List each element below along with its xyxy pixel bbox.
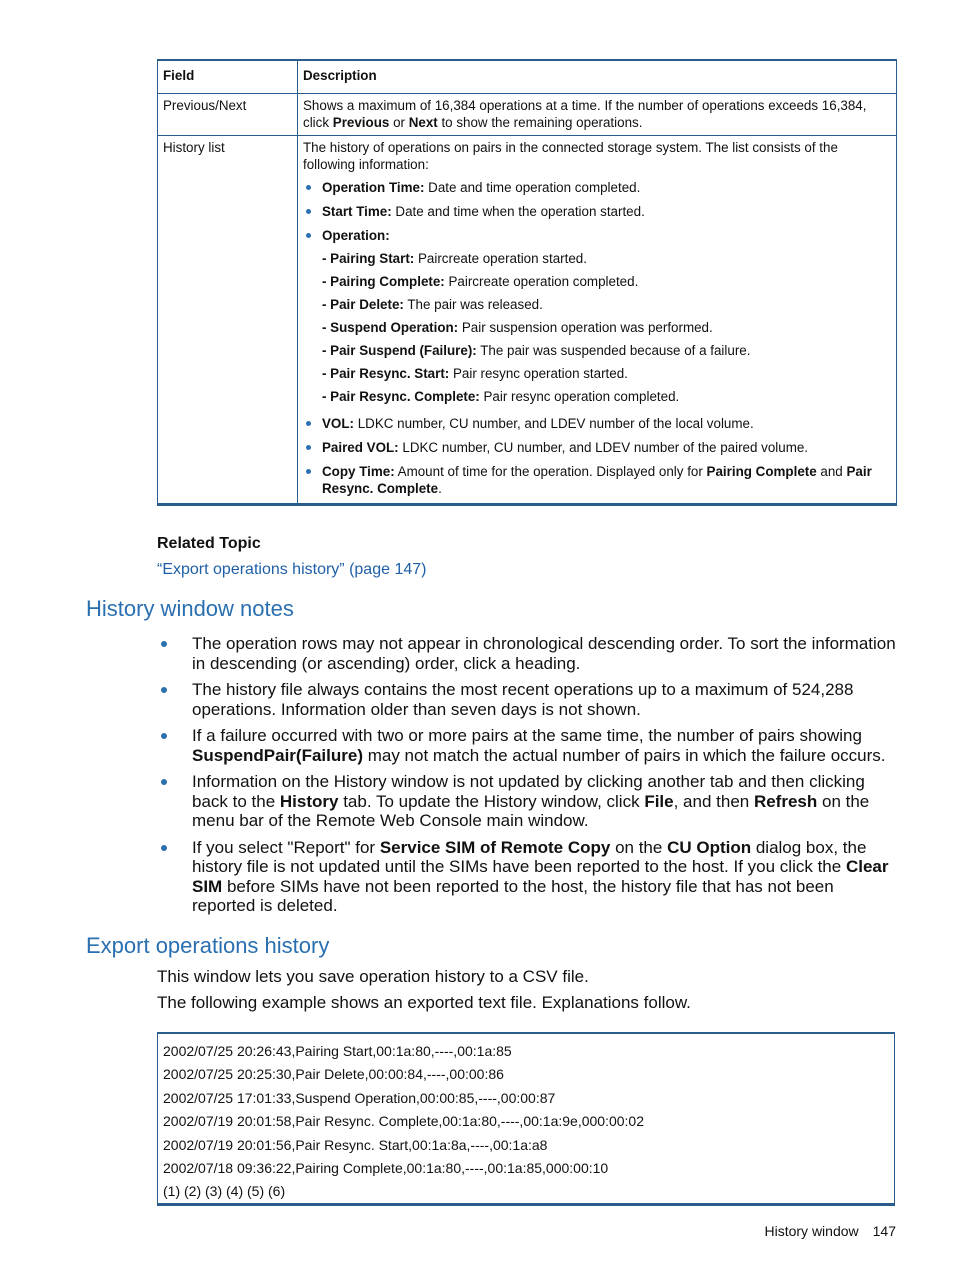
note-bold-text: Service SIM of Remote Copy — [379, 837, 611, 857]
operation-label: - Pair Resync. Complete: — [322, 389, 480, 404]
note-item — [157, 726, 899, 765]
item-text: and — [816, 464, 847, 479]
field-cell: Previous/Next — [158, 94, 298, 136]
example-line: 2002/07/25 17:01:33,Suspend Operation,00:00:85,----,00:00:87 — [163, 1089, 556, 1106]
operation-text: The pair was suspended because of a failure. — [476, 343, 751, 358]
list-item — [303, 179, 891, 196]
note-text: The operation rows may not appear in chronological descending order. To sort the information in descending (or ascending) order, click a heading. — [192, 634, 896, 673]
operation-item — [322, 273, 891, 290]
item-text: Date and time when the operation started. — [391, 204, 645, 219]
note-text: If you select "Report" for — [192, 837, 380, 857]
note-text: , and then — [673, 791, 754, 811]
operation-label: - Pairing Complete: — [322, 274, 445, 289]
item-label: Operation: — [322, 228, 390, 243]
note-item — [157, 772, 899, 831]
note-item — [157, 634, 899, 673]
note-text: If a failure occurred with two or more pairs at the same time, the number of pairs showing — [192, 726, 862, 745]
note-bold-text: File — [644, 791, 674, 811]
item-bold: Pair Resync. Complete — [322, 464, 872, 496]
note-text: may not match the actual number of pairs in which the failure occurs. — [362, 745, 886, 765]
note-bold-text: Clear SIM — [192, 857, 889, 896]
export-history-link[interactable]: “Export operations history” (page 147) — [157, 561, 427, 578]
operation-item — [322, 296, 891, 313]
table-row — [158, 136, 897, 505]
description-cell — [298, 136, 897, 505]
note-text: Information on the History window is not updated by clicking another tab and then clicking back to the — [192, 772, 865, 811]
export-intro-paragraph: This window lets you save operation history to a CSV file. — [157, 967, 589, 986]
note-bold-text: CU Option — [667, 837, 752, 857]
item-label: Start Time: — [322, 204, 392, 219]
footer-section-name: History window — [764, 1223, 859, 1239]
list-item — [303, 227, 891, 405]
item-label: Operation Time: — [322, 180, 425, 195]
operation-label: - Suspend Operation: — [322, 320, 459, 335]
table-row — [158, 94, 897, 136]
note-item — [157, 838, 899, 916]
example-line: 2002/07/18 09:36:22,Pairing Complete,00:1a:80,----,00:1a:85,000:00:10 — [163, 1160, 609, 1177]
operation-label: - Pair Resync. Start: — [322, 366, 450, 381]
item-label: VOL: — [322, 416, 354, 431]
desc-bold-next: Next — [408, 115, 438, 130]
note-text: The history file always contains the most recent operations up to a maximum of 524,288 operations. Information older than seven days is not shown. — [192, 680, 854, 719]
note-text: on the menu bar of the Remote Web Console main window. — [192, 791, 870, 830]
list-item — [303, 415, 891, 432]
note-item — [157, 680, 899, 719]
list-item — [303, 463, 891, 497]
note-text: dialog box, the history file is not updated until the SIMs have been reported to the host. If you click the — [192, 837, 867, 876]
note-text: before SIMs have not been reported to the host, the history file that has not been reported is deleted. — [192, 876, 834, 915]
desc-bold-previous: Previous — [332, 115, 390, 130]
section-title-history-notes: History window notes — [86, 596, 294, 621]
operation-text: Paircreate operation completed. — [444, 274, 639, 289]
field-description-table — [157, 59, 897, 506]
note-text: tab. To update the History window, click — [338, 791, 645, 811]
section-title-export-history: Export operations history — [86, 933, 330, 958]
column-header-field: Field — [158, 60, 298, 94]
operation-item — [322, 388, 891, 405]
export-example-paragraph: The following example shows an exported text file. Explanations follow. — [157, 993, 691, 1012]
list-item — [303, 203, 891, 220]
item-text: LDKC number, CU number, and LDEV number of the local volume. — [354, 416, 754, 431]
operation-item — [322, 342, 891, 359]
operation-label: - Pair Delete: — [322, 297, 404, 312]
item-text: Date and time operation completed. — [424, 180, 641, 195]
operation-text: Pair resync operation completed. — [479, 389, 680, 404]
note-bold-text: History — [279, 791, 339, 811]
desc-text: Shows a maximum of 16,384 operations at a time. If the number of operations exceeds 16,384, click — [303, 98, 867, 130]
note-text: on the — [610, 837, 668, 857]
operation-types-list — [322, 250, 891, 405]
item-text: . — [438, 481, 442, 496]
item-bold: Pairing Complete — [706, 464, 817, 479]
operation-text: The pair was released. — [403, 297, 543, 312]
history-list-items — [303, 179, 891, 497]
history-notes-list — [157, 634, 899, 923]
list-item — [303, 439, 891, 456]
operation-item — [322, 250, 891, 267]
desc-text: or — [389, 115, 409, 130]
field-cell: History list — [158, 136, 298, 505]
operation-item — [322, 365, 891, 382]
history-list-intro: The history of operations on pairs in the connected storage system. The list consists of the following information: — [303, 140, 838, 172]
example-line: 2002/07/19 20:01:56,Pair Resync. Start,00:1a:8a,----,00:1a:a8 — [163, 1136, 548, 1153]
operation-item — [322, 319, 891, 336]
example-line: 2002/07/25 20:26:43,Pairing Start,00:1a:80,----,00:1a:85 — [163, 1043, 512, 1059]
desc-text: to show the remaining operations. — [437, 115, 643, 130]
example-line: 2002/07/25 20:25:30,Pair Delete,00:00:84,----,00:00:86 — [163, 1066, 504, 1083]
item-text: Amount of time for the operation. Displayed only for — [394, 464, 707, 479]
item-label: Paired VOL: — [322, 440, 399, 455]
related-topic-heading: Related Topic — [157, 535, 261, 552]
page-number: 147 — [872, 1223, 896, 1239]
export-example-box — [157, 1032, 895, 1206]
operation-label: - Pairing Start: — [322, 251, 415, 266]
column-header-description: Description — [298, 60, 897, 94]
operation-text: Paircreate operation started. — [414, 251, 587, 266]
page-footer — [751, 1223, 897, 1239]
item-label: Copy Time: — [322, 464, 395, 479]
operation-label: - Pair Suspend (Failure): — [322, 343, 477, 358]
example-line: 2002/07/19 20:01:58,Pair Resync. Complete,00:1a:80,----,00:1a:9e,000:00:02 — [163, 1113, 644, 1130]
item-text: LDKC number, CU number, and LDEV number of the paired volume. — [398, 440, 809, 455]
operation-text: Pair resync operation started. — [449, 366, 628, 381]
description-cell — [298, 94, 897, 136]
note-bold-text: Refresh — [753, 791, 818, 811]
note-bold-text: SuspendPair(Failure) — [192, 745, 363, 765]
operation-text: Pair suspension operation was performed. — [458, 320, 713, 335]
table-header-row — [158, 60, 897, 94]
example-column-legend: (1) (2) (3) (4) (5) (6) — [163, 1183, 286, 1200]
